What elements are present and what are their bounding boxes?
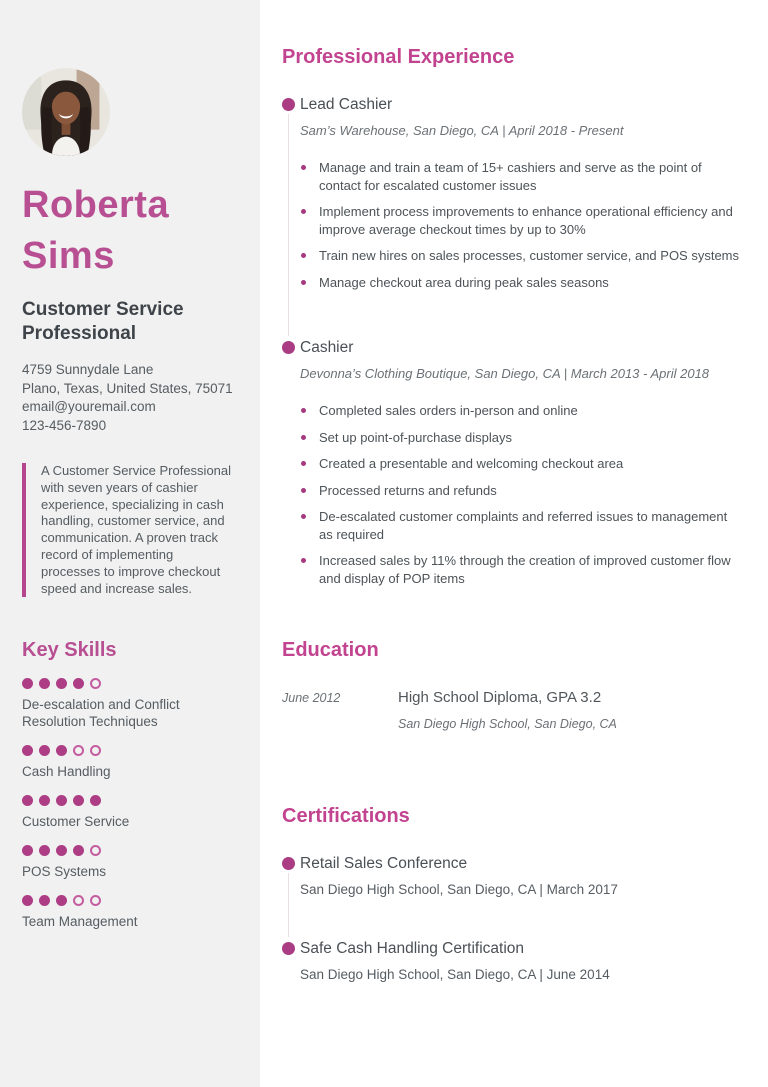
skill-rating [22, 895, 236, 906]
certification-title: Safe Cash Handling Certification [300, 940, 525, 957]
section-professional-experience [282, 46, 742, 587]
skill-dot-empty [73, 745, 84, 756]
experience-heading: Professional Experience [282, 46, 515, 68]
job-bullet: Created a presentable and welcoming checkout area [300, 455, 742, 473]
job-meta: Sam’s Warehouse, San Diego, CA | April 2018 - Present [300, 123, 624, 138]
contact-phone: 123-456-7890 [22, 417, 107, 433]
key-skills-heading: Key Skills [22, 639, 117, 662]
candidate-last-name: Sims [22, 235, 115, 277]
skill-dot-filled [39, 678, 50, 689]
certification-title: Retail Sales Conference [300, 855, 468, 872]
job-bullet: De-escalated customer complaints and referred issues to management as required [300, 508, 742, 543]
job-bullet: Train new hires on sales processes, customer service, and POS systems [300, 247, 742, 265]
skill-item [22, 745, 236, 780]
skill-dot-filled [56, 795, 67, 806]
skill-dot-filled [22, 795, 33, 806]
skill-dot-filled [39, 845, 50, 856]
certification-meta: San Diego High School, San Diego, CA | March 2017 [300, 882, 618, 897]
job-meta: Devonna’s Clothing Boutique, San Diego, CA | March 2013 - April 2018 [300, 366, 710, 381]
education-school: San Diego High School, San Diego, CA [398, 717, 617, 731]
skill-dot-empty [90, 895, 101, 906]
skill-dot-filled [22, 678, 33, 689]
skill-label: Team Management [22, 914, 138, 930]
sidebar [0, 0, 260, 1087]
skill-item [22, 895, 236, 930]
education-entry [282, 688, 742, 731]
skill-item [22, 678, 236, 730]
contact-block [22, 361, 236, 435]
candidate-first-name: Roberta [22, 184, 170, 226]
certification-meta: San Diego High School, San Diego, CA | June 2014 [300, 967, 610, 982]
job-bullet: Set up point-of-purchase displays [300, 429, 742, 447]
education-heading: Education [282, 639, 379, 661]
timeline-connector [288, 114, 289, 336]
skill-dot-filled [22, 845, 33, 856]
skill-dot-empty [90, 678, 101, 689]
professional-summary: A Customer Service Professional with seven years of cashier experience, specializing in cash handling, customer service, and communication. A proven track record of implementing processes to improve checkout speed and increase sales. [22, 463, 236, 597]
job-bullet: Increased sales by 11% through the creation of improved customer flow and display of POP items [300, 552, 742, 587]
skill-dot-filled [39, 795, 50, 806]
skill-dot-filled [22, 745, 33, 756]
skill-dot-filled [39, 745, 50, 756]
skill-dot-filled [22, 895, 33, 906]
profile-photo [22, 68, 110, 156]
skill-dot-filled [56, 678, 67, 689]
skill-dot-filled [39, 895, 50, 906]
skill-dot-filled [73, 678, 84, 689]
timeline-dot-icon [282, 942, 295, 955]
job-entry [282, 95, 742, 338]
contact-email: email@youremail.com [22, 399, 156, 414]
education-body [398, 688, 617, 731]
skill-label: POS Systems [22, 864, 107, 880]
skill-dot-empty [73, 895, 84, 906]
skill-item [22, 845, 236, 880]
skill-rating [22, 678, 236, 689]
skill-label: Customer Service [22, 814, 130, 830]
profile-photo-illustration [22, 68, 110, 156]
job-title: Cashier [300, 339, 354, 356]
skill-dot-empty [90, 845, 101, 856]
section-education [282, 639, 742, 731]
skill-label: De-escalation and Conflict Resolution Techniques [22, 697, 180, 730]
main-content [260, 0, 768, 1087]
timeline-dot-icon [282, 341, 295, 354]
skill-dot-filled [56, 895, 67, 906]
timeline-dot-icon [282, 98, 295, 111]
job-entry [282, 338, 742, 587]
candidate-name [22, 180, 236, 282]
job-bullet: Implement process improvements to enhance operational efficiency and improve average checkout times by up to 30% [300, 203, 742, 238]
job-bullet: Processed returns and refunds [300, 482, 742, 500]
skill-dot-filled [56, 745, 67, 756]
contact-address-line2: Plano, Texas, United States, 75071 [22, 380, 233, 396]
skill-rating [22, 745, 236, 756]
education-degree: High School Diploma, GPA 3.2 [398, 689, 602, 706]
certification-entry [282, 854, 742, 939]
skill-dot-filled [73, 845, 84, 856]
job-bullet: Completed sales orders in-person and online [300, 402, 742, 420]
education-date: June 2012 [282, 691, 341, 705]
job-bullet: Manage checkout area during peak sales seasons [300, 274, 742, 292]
timeline-dot-icon [282, 857, 295, 870]
skill-rating [22, 795, 236, 806]
job-bullet-list [300, 159, 742, 291]
job-title: Lead Cashier [300, 96, 393, 113]
certification-entry [282, 939, 742, 982]
skill-dot-filled [56, 845, 67, 856]
skill-rating [22, 845, 236, 856]
skill-item [22, 795, 236, 830]
skill-dot-filled [73, 795, 84, 806]
contact-address-line1: 4759 Sunnydale Lane [22, 362, 154, 377]
skill-dot-empty [90, 745, 101, 756]
candidate-title: Customer Service Professional [22, 299, 184, 344]
job-bullet: Manage and train a team of 15+ cashiers and serve as the point of contact for escalated customer issues [300, 159, 742, 194]
job-bullet-list [300, 402, 742, 587]
skill-label: Cash Handling [22, 764, 111, 780]
certifications-heading: Certifications [282, 805, 410, 827]
timeline-connector [288, 873, 289, 937]
section-certifications [282, 805, 742, 982]
skill-dot-filled [90, 795, 101, 806]
